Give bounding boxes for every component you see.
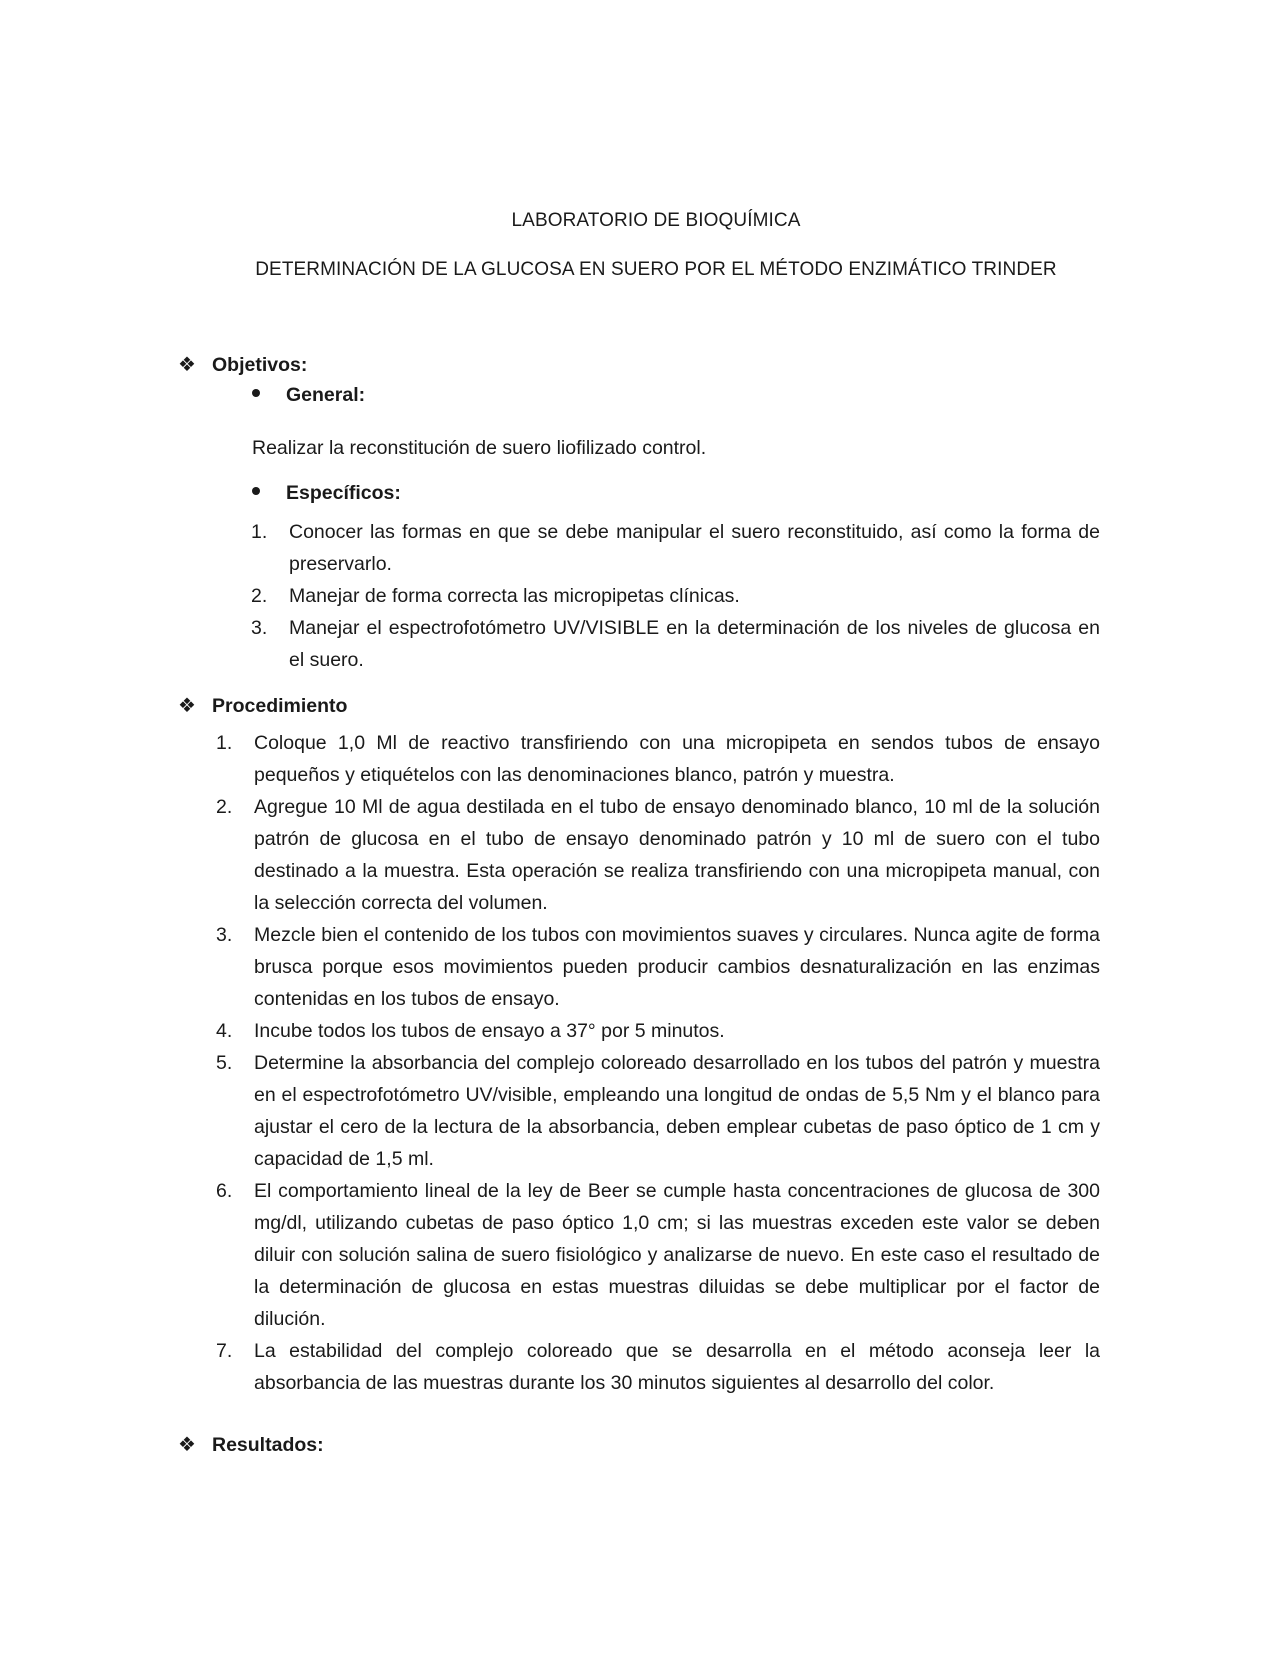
list-item	[216, 1015, 1100, 1047]
list-number: 2.	[251, 585, 268, 607]
document-subtitle: DETERMINACIÓN DE LA GLUCOSA EN SUERO POR EL MÉTODO ENZIMÁTICO TRINDER	[255, 259, 1057, 280]
list-item-text: Determine la absorbancia del complejo coloreado desarrollado en los tubos del patrón y muestra en el espectrofotómetro UV/visible, empleando una longitud de ondas de 5,5 Nm y el blanco para ajustar el cero de la lectura de la absorbancia, deben emplear cubetas de paso óptico de 1 cm y capacidad de 1,5 ml.	[254, 1052, 1100, 1170]
list-item-text: Manejar de forma correcta las micropipetas clínicas.	[289, 585, 740, 607]
list-item	[251, 516, 1100, 580]
list-number: 2.	[216, 796, 233, 818]
dot-bullet-icon	[252, 389, 260, 397]
diamond-bullet-icon: ❖	[178, 354, 196, 376]
list-item-text: El comportamiento lineal de la ley de Beer se cumple hasta concentraciones de glucosa de 300 mg/dl, utilizando cubetas de paso óptico 1,0 cm; si las muestras exceden este valor se deben diluir con solución salina de suero fisiológico y analizarse de nuevo. En este caso el resultado de la determinación de glucosa en estas muestras diluidas se debe multiplicar por el factor de dilución.	[254, 1180, 1100, 1330]
section-resultados	[178, 1432, 324, 1457]
subsection-general	[252, 384, 365, 407]
list-item	[251, 580, 1100, 612]
list-number: 3.	[251, 617, 268, 639]
diamond-bullet-icon: ❖	[178, 1434, 196, 1456]
list-number: 5.	[216, 1052, 233, 1074]
section-objetivos	[178, 352, 307, 377]
list-number: 3.	[216, 924, 233, 946]
section-heading: Procedimiento	[212, 695, 348, 717]
list-item-text: Conocer las formas en que se debe manipular el suero reconstituido, así como la forma de preservarlo.	[289, 521, 1100, 575]
list-item	[216, 1175, 1100, 1335]
list-item-text: Manejar el espectrofotómetro UV/VISIBLE en la determinación de los niveles de glucosa en el suero.	[289, 617, 1100, 671]
list-number: 7.	[216, 1340, 233, 1362]
list-number: 4.	[216, 1020, 233, 1042]
general-objective-text: Realizar la reconstitución de suero liofilizado control.	[252, 437, 707, 459]
section-procedimiento	[178, 693, 347, 718]
list-number: 6.	[216, 1180, 233, 1202]
specific-objectives-list	[251, 516, 1100, 676]
section-heading: Objetivos:	[212, 354, 308, 376]
list-number: 1.	[251, 521, 268, 543]
procedure-steps-list	[216, 727, 1100, 1399]
list-item	[251, 612, 1100, 676]
list-item	[216, 1335, 1100, 1399]
subsection-especificos	[252, 482, 401, 505]
list-item-text: Coloque 1,0 Ml de reactivo transfiriendo con una micropipeta en sendos tubos de ensayo pequeños y etiquételos con las denominaciones blanco, patrón y muestra.	[254, 732, 1100, 786]
list-number: 1.	[216, 732, 233, 754]
list-item	[216, 791, 1100, 919]
list-item-text: Agregue 10 Ml de agua destilada en el tubo de ensayo denominado blanco, 10 ml de la solución patrón de glucosa en el tubo de ensayo denominado patrón y 10 ml de suero con el tubo destinado a la muestra. Esta operación se realiza transfiriendo con una micropipeta manual, con la selección correcta del volumen.	[254, 796, 1100, 914]
subsection-heading: Específicos:	[286, 482, 401, 504]
document-title: LABORATORIO DE BIOQUÍMICA	[511, 210, 801, 231]
list-item-text: La estabilidad del complejo coloreado que se desarrolla en el método aconseja leer la absorbancia de las muestras durante los 30 minutos siguientes al desarrollo del color.	[254, 1340, 1100, 1394]
list-item	[216, 919, 1100, 1015]
diamond-bullet-icon: ❖	[178, 695, 196, 717]
list-item	[216, 727, 1100, 791]
subsection-heading: General:	[286, 384, 366, 406]
list-item	[216, 1047, 1100, 1175]
list-item-text: Incube todos los tubos de ensayo a 37° por 5 minutos.	[254, 1020, 725, 1042]
dot-bullet-icon	[252, 487, 260, 495]
list-item-text: Mezcle bien el contenido de los tubos con movimientos suaves y circulares. Nunca agite de forma brusca porque esos movimientos pueden producir cambios desnaturalización en las enzimas contenidas en los tubos de ensayo.	[254, 924, 1100, 1010]
section-heading: Resultados:	[212, 1434, 324, 1456]
